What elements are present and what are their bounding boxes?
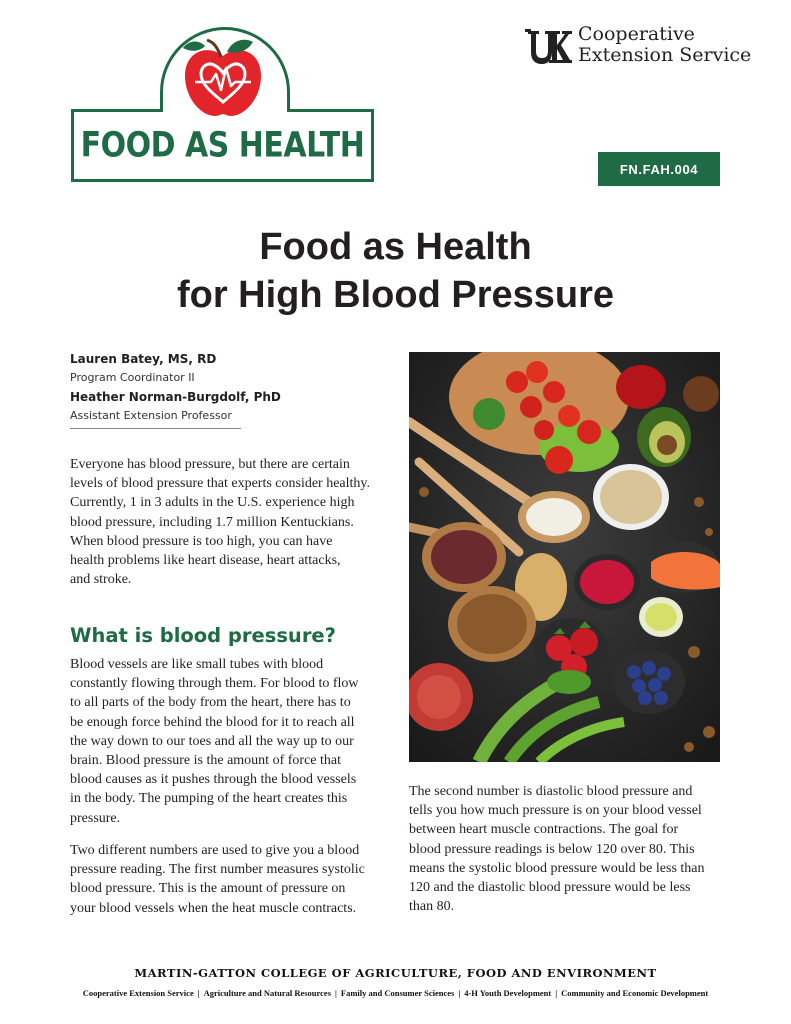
intro-paragraph: [70, 455, 390, 589]
title-line-1: Food as Health: [259, 226, 532, 268]
footer-unit: Community and Economic Development: [561, 988, 709, 998]
footer-unit: Family and Consumer Sciences: [340, 988, 455, 998]
section-paragraph-3: [409, 782, 729, 916]
text-line: in the body. The pumping of the heart creates this: [70, 791, 348, 807]
healthy-foods-photo: [409, 352, 720, 762]
author-1-role: Program Coordinator II: [70, 371, 195, 384]
footer-unit: 4-H Youth Development: [464, 988, 552, 998]
footer-separator: |: [555, 988, 558, 998]
footer-separator: |: [458, 988, 461, 998]
publication-code-badge: FN.FAH.004: [598, 152, 720, 186]
text-line: constantly flowing through them. For blood to flow: [70, 676, 359, 692]
text-line: brain. Blood pressure is the amount of force that: [70, 753, 341, 769]
author-2-role: Assistant Extension Professor: [70, 409, 232, 422]
text-line: blood causes as it pushes through the blood vessels: [70, 772, 357, 788]
section-heading: What is blood pressure?: [70, 624, 336, 647]
section-paragraph-2: [70, 841, 390, 918]
ces-line-1: Cooperative: [578, 23, 695, 45]
text-line: Currently, 1 in 3 adults in the U.S. experience high: [70, 495, 355, 511]
text-line: When blood pressure is too high, you can have: [70, 533, 333, 549]
text-line: and stroke.: [70, 572, 132, 588]
text-line: The second number is diastolic blood pressure and: [409, 784, 693, 799]
footer-unit: Agriculture and Natural Resources: [203, 988, 332, 998]
page-title: [60, 223, 731, 319]
text-line: Two different numbers are used to give you a blood: [70, 843, 360, 858]
footer-college-name: MARTIN-GATTON COLLEGE OF AGRICULTURE, FOOD AND ENVIRONMENT: [134, 966, 657, 980]
text-line: blood pressure readings is below 120 over 80. This: [409, 841, 695, 857]
text-line: be enough force behind the blood for it to reach all: [70, 714, 355, 730]
author-2-name: Heather Norman-Burgdolf, PhD: [70, 390, 281, 404]
author-1-name: Lauren Batey, MS, RD: [70, 352, 217, 366]
apple-heart-icon: [181, 36, 265, 118]
text-line: Blood vessels are like small tubes with blood: [70, 657, 324, 672]
text-line: than 80.: [409, 899, 455, 915]
title-line-2: for High Blood Pressure: [176, 274, 615, 316]
text-line: means the systolic blood pressure would be less than: [409, 860, 705, 876]
section-paragraph-1: [70, 655, 390, 828]
footer-separator: |: [197, 988, 200, 998]
text-line: health problems like heart disease, heart attacks,: [70, 553, 341, 569]
author-divider: [70, 428, 241, 429]
footer-separator: |: [335, 988, 337, 998]
text-line: between heart muscle contractions. The goal for: [409, 822, 679, 838]
footer-units: [0, 988, 791, 998]
text-line: to all parts of the body from the heart, there has to: [70, 695, 351, 711]
text-line: pressure reading. The first number measures systolic: [70, 862, 365, 878]
text-line: pressure.: [70, 810, 121, 826]
footer-unit: Cooperative Extension Service: [82, 988, 194, 998]
uk-logo-icon: [525, 27, 573, 67]
ces-line-2: Extension Service: [578, 44, 752, 66]
text-line: blood pressure, including 1.7 million Kentuckians.: [70, 514, 354, 530]
text-line: 120 and the diastolic blood pressure would be less: [409, 880, 691, 896]
text-line: levels of blood pressure that experts consider healthy.: [70, 476, 371, 492]
text-line: your blood vessels when the heat muscle contracts.: [70, 900, 357, 916]
text-line: tells you how much pressure is on your blood vessel: [409, 803, 702, 819]
text-line: the way down to our toes and all the way up to our: [70, 733, 354, 749]
logo-text: FOOD AS HEALTH: [80, 125, 365, 166]
extension-service-wordmark: [578, 24, 751, 66]
text-line: Everyone has blood pressure, but there are certain: [70, 457, 350, 472]
text-line: blood pressure. This is the amount of pressure on: [70, 881, 346, 897]
